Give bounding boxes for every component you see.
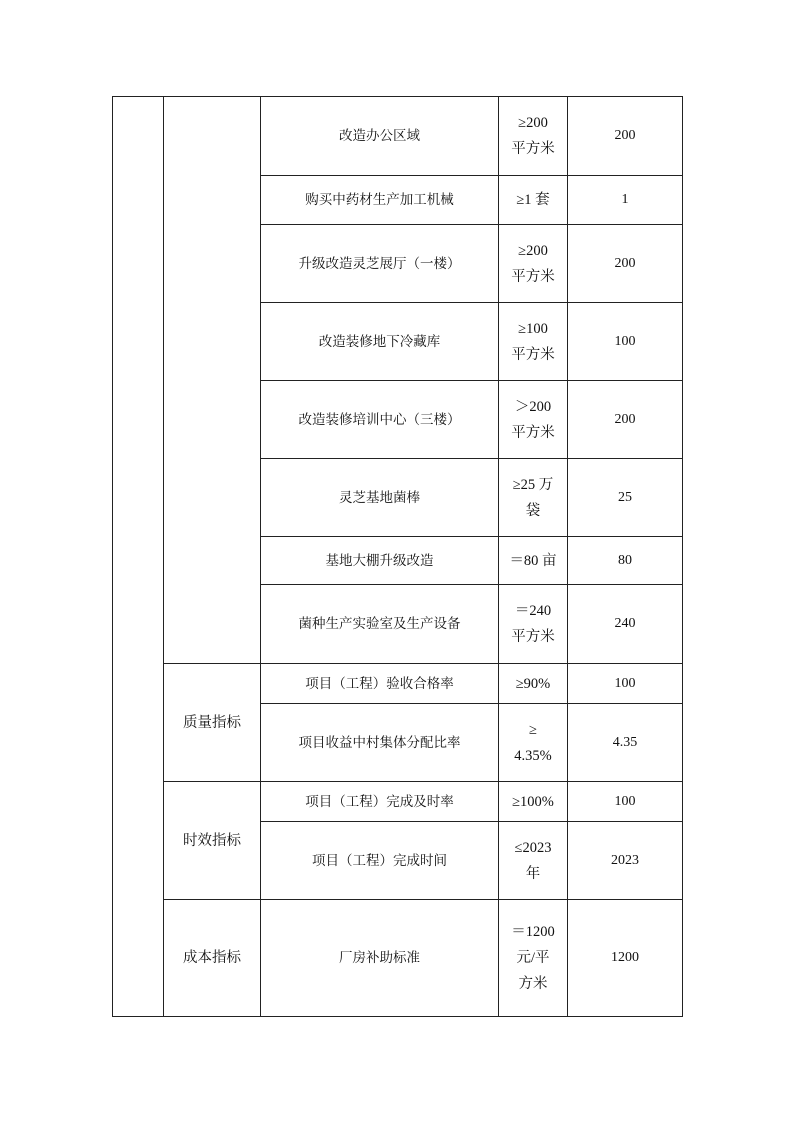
indicator-name: 项目（工程）完成及时率: [261, 782, 499, 822]
indicator-standard: ≥100%: [499, 782, 568, 822]
indicator-standard: ≥25 万 袋: [499, 459, 568, 537]
indicator-standard: ≥100 平方米: [499, 303, 568, 381]
indicator-name: 改造装修地下冷藏库: [261, 303, 499, 381]
category-label: 成本指标: [164, 900, 261, 1017]
category-label: 质量指标: [164, 664, 261, 782]
indicator-name: 菌种生产实验室及生产设备: [261, 585, 499, 664]
indicator-value: 200: [568, 381, 683, 459]
indicator-name: 改造办公区域: [261, 97, 499, 176]
indicator-value: 2023: [568, 822, 683, 900]
table-row: [113, 97, 683, 176]
indicator-standard: ＝1200 元/平 方米: [499, 900, 568, 1017]
indicator-value: 1200: [568, 900, 683, 1017]
indicator-name: 购买中药材生产加工机械: [261, 176, 499, 225]
indicator-value: 4.35: [568, 704, 683, 782]
table-row: [113, 900, 683, 1017]
indicator-value: 1: [568, 176, 683, 225]
indicator-name: 基地大棚升级改造: [261, 537, 499, 585]
indicator-value: 80: [568, 537, 683, 585]
level2-category-cell: [164, 97, 261, 664]
indicator-value: 25: [568, 459, 683, 537]
indicator-standard: ≥90%: [499, 664, 568, 704]
indicator-standard: ≥ 4.35%: [499, 704, 568, 782]
indicator-standard: ≥1 套: [499, 176, 568, 225]
indicator-name: 项目（工程）验收合格率: [261, 664, 499, 704]
indicator-name: 改造装修培训中心（三楼）: [261, 381, 499, 459]
indicator-name: 灵芝基地菌棒: [261, 459, 499, 537]
table-row: [113, 664, 683, 704]
indicator-name: 项目（工程）完成时间: [261, 822, 499, 900]
indicator-value: 100: [568, 782, 683, 822]
indicator-value: 100: [568, 303, 683, 381]
indicator-standard: ≥200 平方米: [499, 97, 568, 176]
indicator-name: 项目收益中村集体分配比率: [261, 704, 499, 782]
indicator-value: 200: [568, 225, 683, 303]
indicator-standard: ≥200 平方米: [499, 225, 568, 303]
indicator-name: 升级改造灵芝展厅（一楼）: [261, 225, 499, 303]
indicator-value: 200: [568, 97, 683, 176]
indicator-standard: ≤2023 年: [499, 822, 568, 900]
indicator-value: 100: [568, 664, 683, 704]
level1-category-cell: [113, 97, 164, 1017]
indicator-standard: ＝80 亩: [499, 537, 568, 585]
table-row: [113, 782, 683, 822]
indicator-standard: ＝240 平方米: [499, 585, 568, 664]
performance-indicator-table: [112, 96, 683, 1017]
indicator-value: 240: [568, 585, 683, 664]
category-label: 时效指标: [164, 782, 261, 900]
indicator-name: 厂房补助标准: [261, 900, 499, 1017]
indicator-standard: ＞200 平方米: [499, 381, 568, 459]
